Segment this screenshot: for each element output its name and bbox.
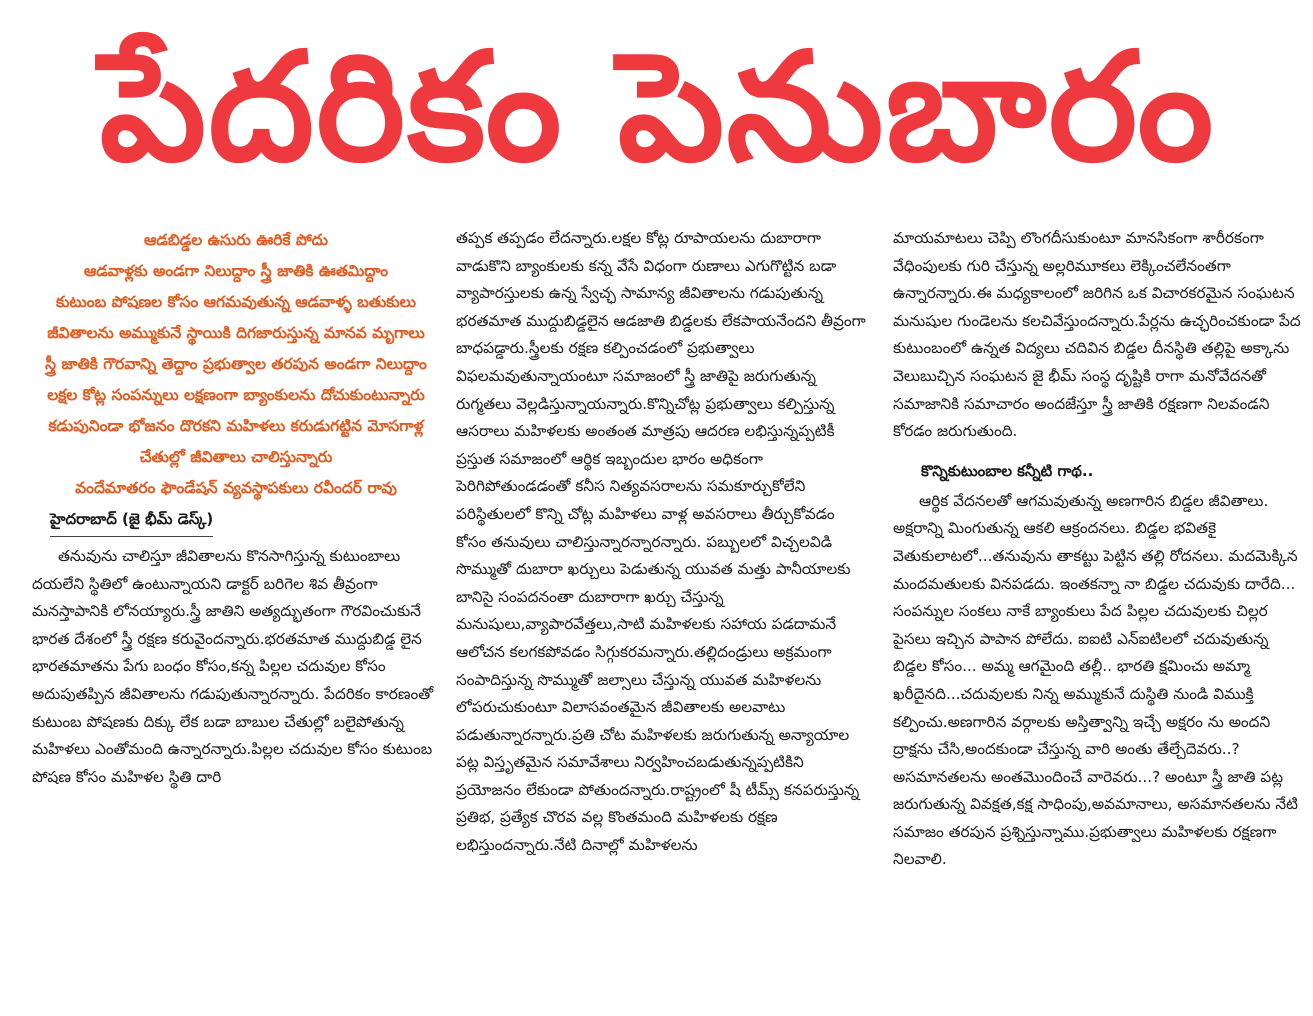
highlights-list	[32, 225, 440, 504]
highlight-item: లక్షల కోట్ల సంపన్నులు లక్షణంగా బ్యాంకులను దోచుకుంటున్నారు	[47, 386, 425, 404]
highlight-item: ఆడబిడ్డల ఉసురు ఊరికే పోదు	[144, 231, 328, 249]
article-paragraph: ఆర్థిక వేదనలతో ఆగమవుతున్న అణగారిన బిడ్డల జీవితాలు. అక్షరాన్ని మింగుతున్న ఆకలి ఆక్రందనలు. బిడ్డల భవితకై వెతుకులాటలో...తనువును తాకట్టు పెట్టిన తల్లి రోదనలు. మదమెక్కిన మందమతులకు వినపడదు. ఇంతకన్నా నా బిడ్డల చదువుకు దారేది... సంపన్నుల సంకలు నాకే బ్యాంకులు పేద పిల్లల చదువులకు చిల్లర పైసలు ఇచ్చిన పాపాన పోలేదు. ఐఐటి ఎన్ఐటిలలో చదువుతున్న బిడ్డల కోసం... అమ్మ ఆగమైంది తల్లీ.. భారతి క్షమించు అమ్మా ఖరీదైనది...చదువులకు నిన్న అమ్ముకునే దుస్థితి నుండి విముక్తి కల్పించు.అణగారిన వర్గాలకు అస్తిత్వాన్ని ఇచ్చే అక్షరం ను అందని ద్రాక్షను చేసి,అందకుండా చేస్తున్న వారి అంతు తేల్చేదెవరు..? అసమానతలను అంతమొందించే వారెవరు...? అంటూ స్త్రీ జాతి పట్ల జరుగుతున్న వివక్షత,కక్ష సాధింపు,అవమానాలు, అసమానతలను నేటి సమాజం తరపున ప్రశ్నిస్తున్నాము.ప్రభుత్వాలు మహిళలకు రక్షణగా నిలవాలి.	[893, 491, 1298, 869]
highlight-item: కడుపునిండా భోజనం దొరకని మహిళలు కరుడుగట్టిన మోసగాళ్ల చేతుల్లో జీవితాలు చాలిస్తున్నారు	[48, 417, 424, 466]
highlight-item: స్త్రీ జాతికి గౌరవాన్ని తెద్దాం ప్రభుత్వాల తరపున అండగా నిలుద్దాం	[45, 355, 427, 373]
highlight-item: ఆడవాళ్లకు అండగా నిలుద్దాం స్త్రీ జాతికి ఊతమిద్దాం	[83, 262, 389, 280]
highlight-item: వందేమాతరం ఫౌండేషన్ వ్యవస్థాపకులు రవీందర్ రావు	[75, 479, 397, 497]
article-paragraph: మాయమాటలు చెప్పి లొంగదీసుకుంటూ మానసికంగా శారీరకంగా వేధింపులకు గురి చేస్తున్న అల్లరిమూకలు లెక్కించలేనంతగా ఉన్నారన్నారు.ఈ మధ్యకాలంలో జరిగిన ఒక విచారకరమైన సంఘటన మనుషుల గుండెలను కలచివేస్తుందన్నారు.పేర్లను ఉచ్ఛరించకుండా పేద కుటుంబంలో ఉన్నత విద్యలు చదివిన బిడ్డల దీనస్థితి తల్లిపై అక్కాను వెలుబుచ్చిన సంఘటన జై భీమ్ సంస్థ దృష్టికి రాగా మనోవేదనతో సమాజానికి సమాచారం అందజేస్తూ స్త్రీ జాతికి రక్షణగా నిలవండని కోరడం జరుగుతుంది.	[893, 229, 1301, 441]
article-paragraph: తప్పక తప్పడం లేదన్నారు.లక్షల కోట్ల రూపాయలను దుబారాగా వాడుకొని బ్యాంకులకు కన్న వేసే విధంగా రుణాలు ఎగుగొట్టిన బడా వ్యాపారస్తులకు ఉన్న స్వేచ్ఛ సామాన్య జీవితాలను గడుపుతున్న భరతమాత ముద్దుబిడ్డలైన ఆడజాతి బిడ్డలకు లేకపాయనేందని తీవ్రంగా బాధపడ్డారు.స్త్రీలకు రక్షణ కల్పించడంలో ప్రభుత్వాలు విఫలమవుతున్నాయంటూ సమాజంలో స్త్రీ జాతిపై జరుగుతున్న రుగ్మతలు వెల్లడిస్తున్నాయన్నారు.కొన్నిచోట్ల ప్రభుత్వాలు కల్పిస్తున్న ఆసరాలు మహిళలకు అంతంత మాత్రపు ఆదరణ లభిస్తున్నప్పటికీ ప్రస్తుత సమాజంలో ఆర్థిక ఇబ్బందుల భారం అధికంగా పెరిగిపోతుండడంతో కనీస నిత్యవసరాలను సమకూర్చుకోలేని పరిస్థితులలో కొన్ని చోట్ల మహిళలు వాళ్ల అవసరాలు తీర్చుకోవడం కోసం తనువులు చాలిస్తున్నారన్నారన్నారు. పబ్బులలో విచ్చలవిడి సొమ్ముతో దుబారా ఖర్చులు పెడుతున్న యువత మత్తు పానీయాలకు బానిసై సంపదనంతా దుబారాగా ఖర్చు చేస్తున్న మనుషులు,వ్యాపారవేత్తలు,సాటి మహిళలకు సహాయ పడదామనే ఆలోచన కలగకపోవడం సిగ్గుకరమన్నారు.తల్లిదండ్రులు అక్రమంగా సంపాదిస్తున్న సొమ్ముతో జల్సాలు చేస్తున్న యువత మహిళలను లోపరుచుకుంటూ విలాసవంతమైన జీవితాలకు అలవాటు పడుతున్నారన్నారు.ప్రతి చోట మహిళలకు జరుగుతున్న అన్యాయాల పట్ల విస్తృతమైన సమావేశాలు నిర్వహించబడుతున్నప్పటికిని ప్రయోజనం లేకుండా పోతుందన్నారు.రాష్ట్రంలో షీ టీమ్స్ కనపరుస్తున్న ప్రతిభ, ప్రత్యేక చొరవ వల్ల కొంతమంది మహిళలకు రక్షణ లభిస్తుందన్నారు.నేటి దినాల్లో మహిళలను	[456, 229, 866, 855]
column-left	[32, 225, 440, 791]
highlight-item: జీవితాలను అమ్ముకునే స్థాయికి దిగజారుస్తున్న మానవ మృగాలు	[47, 324, 425, 342]
highlight-item: కుటుంబ పోషణల కోసం ఆగమవుతున్న ఆడవాళ్ళ బతుకులు	[56, 293, 416, 311]
section-subhead: కొన్నికుటుంబాల కన్నీటి గాథ..	[921, 461, 1094, 480]
column-right	[893, 225, 1303, 874]
article-paragraph: తనువును చాలిస్తూ జీవితాలను కొనసాగిస్తున్న కుటుంబాలు దయలేని స్థితిలో ఉంటున్నాయని డాక్టర్ బరిగెల శివ తీవ్రంగా మనస్తాపానికి లోనయ్యారు.స్త్రీ జాతిని అత్యద్భుతంగా గౌరవించుకునే భారత దేశంలో స్త్రీ రక్షణ కరువైందన్నారు.భరతమాత ముద్దుబిడ్డ లైన భారతమాతను పేగు బంధం కోసం,కన్న పిల్లల చదువుల కోసం అదుపుతప్పిన జీవితాలను గడుపుతున్నారన్నారు. పేదరికం కారణంతో కుటుంబ పోషణకు దిక్కు లేక బడా బాబుల చేతుల్లో బలైపోతున్న మహిళలు ఎంతోమంది ఉన్నారన్నారు.పిల్లల చదువుల కోసం కుటుంబ పోషణ కోసం మహిళల స్థితి దారి	[32, 547, 434, 786]
column-middle	[456, 225, 866, 860]
byline: హైదరాబాద్ (జై భీమ్ డెస్క్)	[50, 506, 213, 537]
headline: పేదరికం పెనుబారం	[99, 20, 1216, 195]
